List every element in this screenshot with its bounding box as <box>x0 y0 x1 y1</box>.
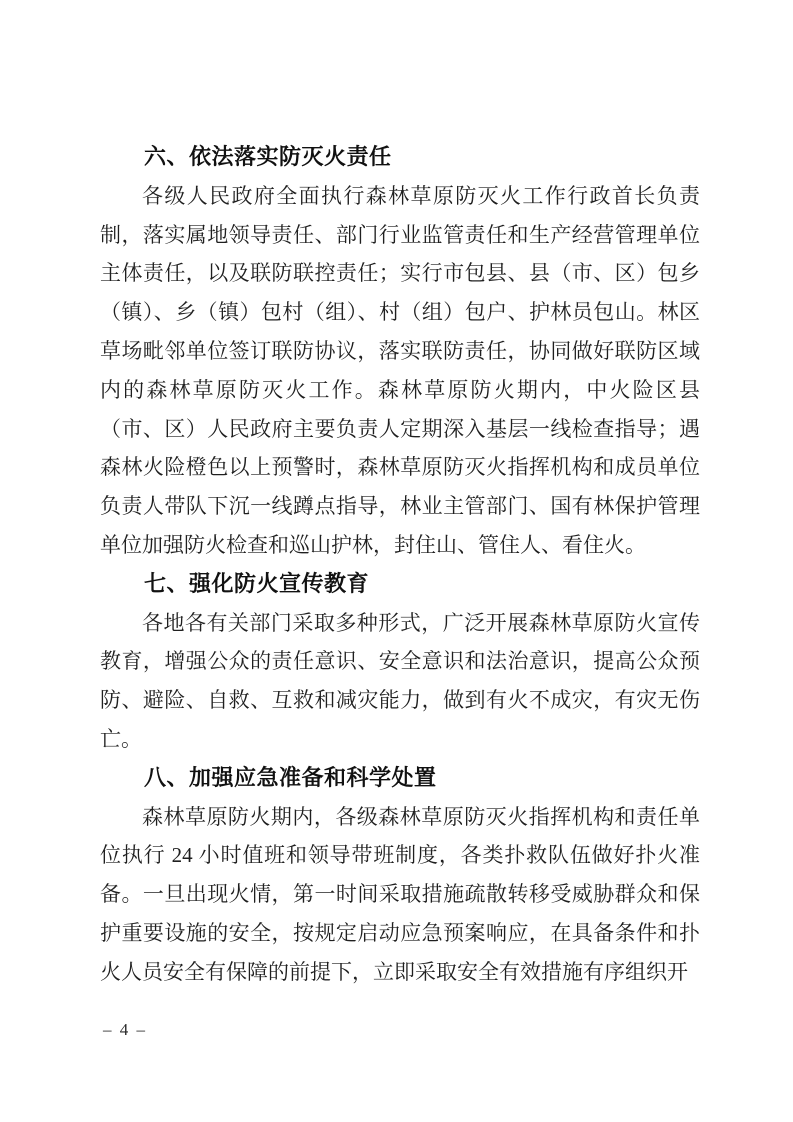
section-8-paragraph: 森林草原防火期内，各级森林草原防灭火指挥机构和责任单位执行 24 小时值班和领导带班制度，各类扑救队伍做好扑火准备。一旦出现火情，第一时间采取措施疏散转移受威胁群众和保护重要设施的安全，按规定启动应急预案响应，在具备条件和扑火人员安全有保障的前提下，立即采取安全有效措施有序组织开 <box>100 804 700 984</box>
page-footer <box>103 1020 147 1040</box>
section-6-paragraph: 各级人民政府全面执行森林草原防灭火工作行政首长负责制，落实属地领导责任、部门行业监管责任和生产经营管理单位主体责任，以及联防联控责任；实行市包县、县（市、区）包乡（镇）、乡（镇）包村（组）、村（组）包户、护林员包山。林区草场毗邻单位签订联防协议，落实联防责任，协同做好联防区域内的森林草原防灭火工作。森林草原防火期内，中火险区县（市、区）人民政府主要负责人定期深入基层一线检查指导；遇森林火险橙色以上预警时，森林草原防灭火指挥机构和成员单位负责人带队下沉一线蹲点指导，林业主管部门、国有林保护管理单位加强防火检查和巡山护林，封住山、管住人、看住火。 <box>100 183 700 557</box>
page-number: – 4 – <box>103 1020 147 1039</box>
section-heading-8: 八、加强应急准备和科学处置 <box>144 764 437 790</box>
section-heading-7: 七、强化防火宣传教育 <box>144 570 370 596</box>
document-body <box>100 138 700 992</box>
section-heading-6: 六、依法落实防灭火责任 <box>144 144 392 169</box>
section-7-paragraph: 各地各有关部门采取多种形式，广泛开展森林草原防火宣传教育，增强公众的责任意识、安全意识和法治意识，提高公众预防、避险、自救、互救和减灾能力，做到有火不成灾，有灾无伤亡。 <box>100 610 700 751</box>
